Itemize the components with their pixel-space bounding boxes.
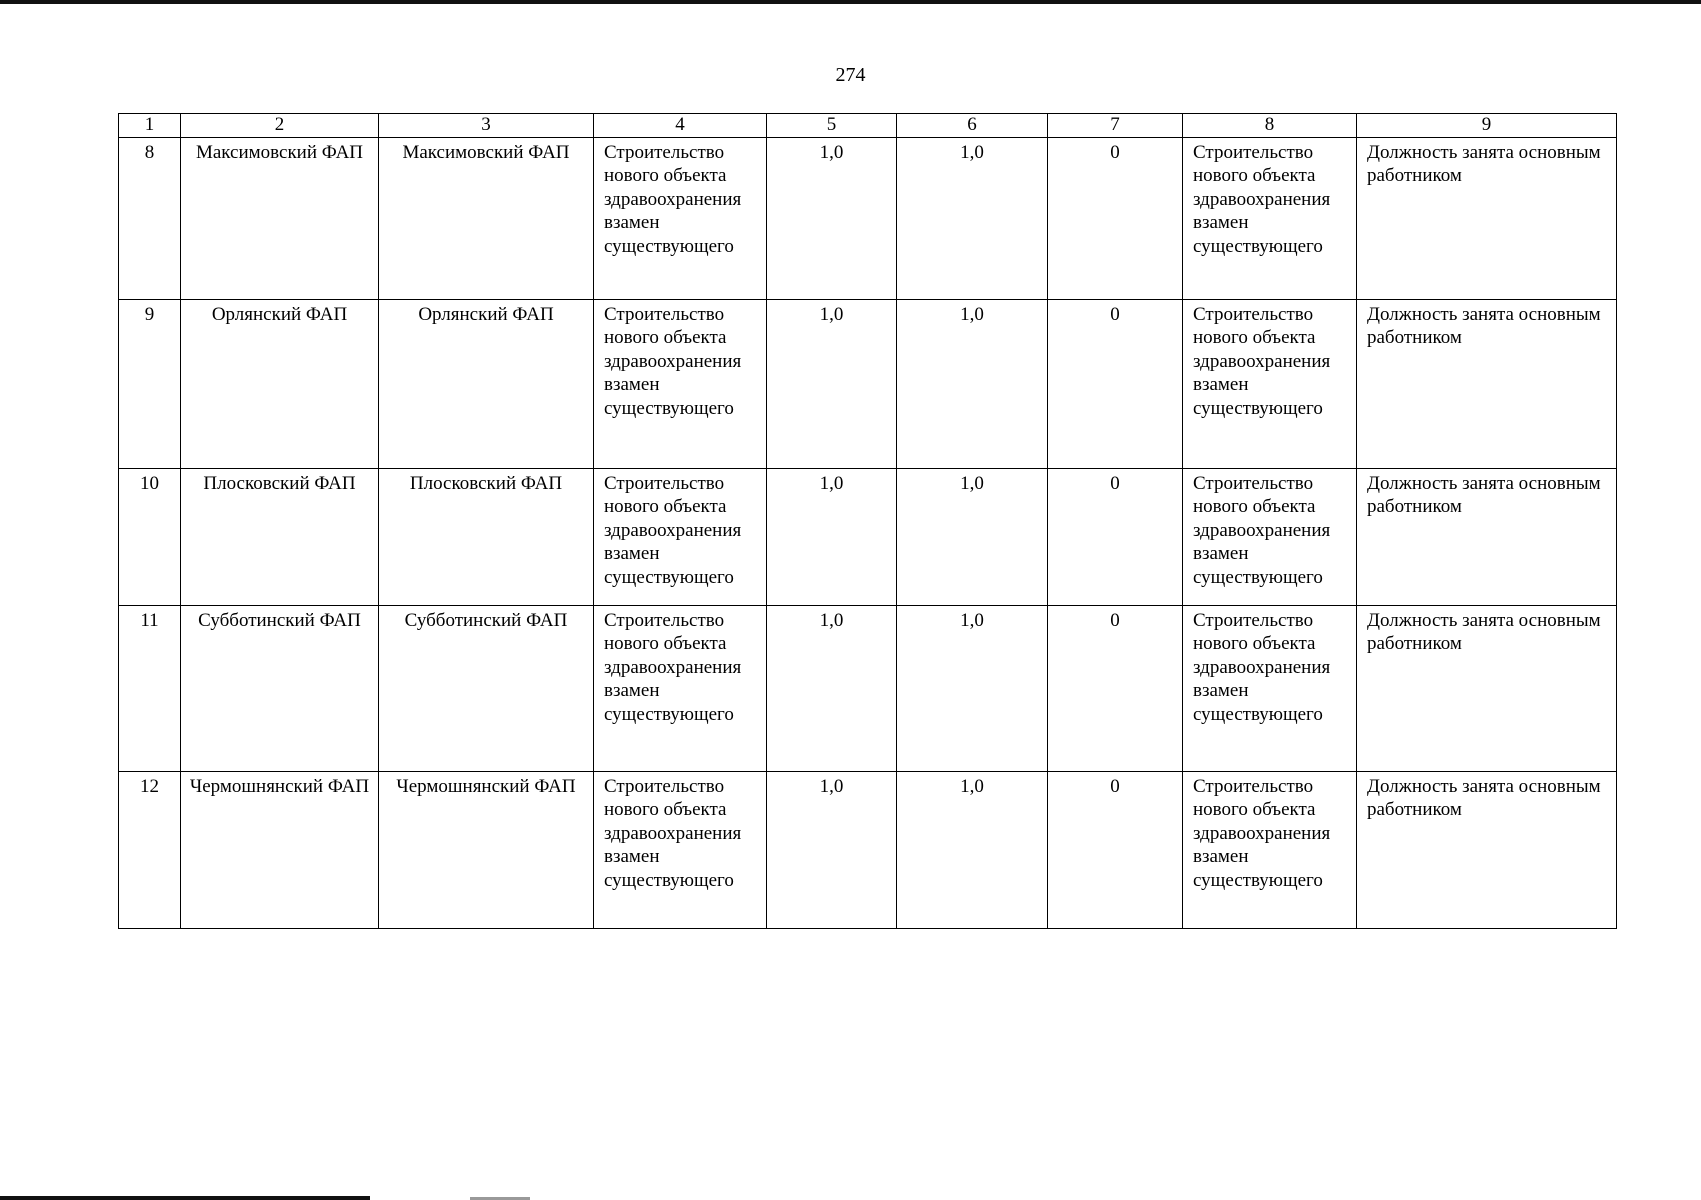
fap-name: Субботинский ФАП	[181, 606, 379, 772]
action-text: Строительство нового объекта здравоохранения взамен существующего	[594, 469, 767, 606]
value-col7: 0	[1048, 606, 1183, 772]
facility-name: Орлянский ФАП	[379, 300, 594, 469]
fap-name: Чермошнянский ФАП	[181, 772, 379, 929]
row-number: 8	[119, 138, 181, 300]
scan-top-border	[0, 0, 1701, 4]
action-text-col8: Строительство нового объекта здравоохранения взамен существующего	[1183, 469, 1357, 606]
value-col6: 1,0	[897, 469, 1048, 606]
row-number: 10	[119, 469, 181, 606]
scan-bottom-border	[0, 1196, 370, 1200]
fap-name: Максимовский ФАП	[181, 138, 379, 300]
table-header-row	[119, 114, 1617, 138]
header-cell: 2	[181, 114, 379, 138]
header-cell: 8	[1183, 114, 1357, 138]
value-col5: 1,0	[767, 138, 897, 300]
facility-name: Субботинский ФАП	[379, 606, 594, 772]
header-cell: 6	[897, 114, 1048, 138]
row-number: 11	[119, 606, 181, 772]
row-number: 9	[119, 300, 181, 469]
table-row	[119, 606, 1617, 772]
fap-name: Плосковский ФАП	[181, 469, 379, 606]
staff-status: Должность занята основным работником	[1357, 469, 1617, 606]
action-text: Строительство нового объекта здравоохранения взамен существующего	[594, 772, 767, 929]
value-col5: 1,0	[767, 300, 897, 469]
table-row	[119, 772, 1617, 929]
action-text: Строительство нового объекта здравоохранения взамен существующего	[594, 138, 767, 300]
value-col7: 0	[1048, 469, 1183, 606]
facility-name: Чермошнянский ФАП	[379, 772, 594, 929]
table-row	[119, 300, 1617, 469]
staff-status: Должность занята основным работником	[1357, 772, 1617, 929]
action-text: Строительство нового объекта здравоохранения взамен существующего	[594, 300, 767, 469]
header-cell: 9	[1357, 114, 1617, 138]
value-col6: 1,0	[897, 606, 1048, 772]
staff-status: Должность занята основным работником	[1357, 606, 1617, 772]
facility-name: Максимовский ФАП	[379, 138, 594, 300]
value-col5: 1,0	[767, 469, 897, 606]
action-text-col8: Строительство нового объекта здравоохранения взамен существующего	[1183, 772, 1357, 929]
table-row	[119, 469, 1617, 606]
staff-status: Должность занята основным работником	[1357, 138, 1617, 300]
value-col5: 1,0	[767, 606, 897, 772]
data-table	[118, 113, 1617, 929]
action-text-col8: Строительство нового объекта здравоохранения взамен существующего	[1183, 138, 1357, 300]
header-cell: 5	[767, 114, 897, 138]
facility-name: Плосковский ФАП	[379, 469, 594, 606]
value-col6: 1,0	[897, 300, 1048, 469]
fap-name: Орлянский ФАП	[181, 300, 379, 469]
header-cell: 1	[119, 114, 181, 138]
value-col6: 1,0	[897, 138, 1048, 300]
value-col5: 1,0	[767, 772, 897, 929]
value-col7: 0	[1048, 772, 1183, 929]
action-text-col8: Строительство нового объекта здравоохранения взамен существующего	[1183, 300, 1357, 469]
value-col7: 0	[1048, 138, 1183, 300]
header-cell: 7	[1048, 114, 1183, 138]
action-text: Строительство нового объекта здравоохранения взамен существующего	[594, 606, 767, 772]
staff-status: Должность занята основным работником	[1357, 300, 1617, 469]
table-row	[119, 138, 1617, 300]
header-cell: 4	[594, 114, 767, 138]
row-number: 12	[119, 772, 181, 929]
page-number: 274	[835, 64, 866, 86]
header-cell: 3	[379, 114, 594, 138]
value-col7: 0	[1048, 300, 1183, 469]
action-text-col8: Строительство нового объекта здравоохранения взамен существующего	[1183, 606, 1357, 772]
value-col6: 1,0	[897, 772, 1048, 929]
